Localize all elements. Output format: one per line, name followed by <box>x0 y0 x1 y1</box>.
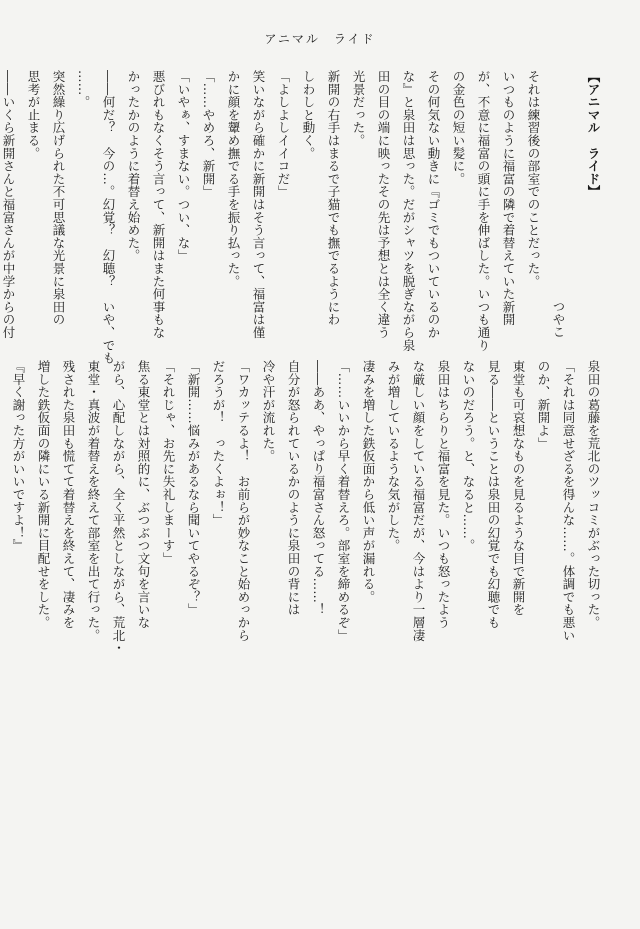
text-line: 「いやぁ、すまない。つい、な」 <box>176 70 191 262</box>
text-line: ……。 <box>76 70 91 109</box>
text-line: 光景だった。 <box>351 70 366 147</box>
text-line: その何気ない動きに『ゴミでもついているのか <box>426 70 441 339</box>
text-line: 焦る東堂とは対照的に、ぶつぶつ文句を言いな <box>136 360 151 629</box>
text-line: 増した鉄仮面の隣にいる新開に目配せをした。 <box>36 360 51 629</box>
story-title: 【アニマル ライド】 <box>586 70 601 198</box>
text-line: がら、心配しながら、全く平然としながら、荒北・ <box>111 360 126 655</box>
text-line: 思考が止まる。 <box>26 70 41 160</box>
text-line: 突然繰り広げられた不可思議な光景に泉田の <box>51 70 66 326</box>
text-line: 『早く謝った方がいいですよ！』 <box>11 360 26 552</box>
text-line: 冷や汗が流れた。 <box>261 360 276 463</box>
text-line: 泉田はちらりと福富を見た。いつも怒ったよう <box>436 360 451 629</box>
text-line: が、不意に福富の頭に手を伸ばした。いつも通り <box>476 70 491 352</box>
text-line: の金色の短い髪に。 <box>451 70 466 186</box>
text-line: 笑いながら確かに新開はそう言って、福富は僅 <box>251 70 266 339</box>
text-line: 残された泉田も慌てて着替えを終えて、凄みを <box>61 360 76 629</box>
text-line: ――何だ？ 今の…。幻覚？ 幻聴？ いや、でも <box>101 70 116 365</box>
author-name: つやこ <box>551 299 566 338</box>
text-line: ――ああ、やっぱり福富さん怒ってる……！ <box>311 360 326 616</box>
text-line: 「ワカッテるよ！ お前らが妙なこと始めっから <box>236 360 251 642</box>
text-line: のか、新開よ」 <box>536 360 551 450</box>
text-line: ――いくら新開さんと福富さんが中学からの付 <box>1 70 16 339</box>
text-line: 見る――ということは泉田の幻覚でも幻聴でも <box>486 360 501 629</box>
text-line: 「新開……悩みがあるなら聞いてやるぞ？」 <box>186 360 201 616</box>
text-line: しわしと動く。 <box>301 70 316 160</box>
text-line: だろうが！ ったくよぉ！」 <box>211 360 226 527</box>
text-line: 「それじゃ、お先に失礼しまーす」 <box>161 360 176 565</box>
text-line: かに顔を顰め撫でる手を振り払った。 <box>226 70 241 288</box>
upper-text-block <box>1 70 606 365</box>
text-line: な厳しい顔をしている福富だが、今はより一層凄 <box>411 360 426 642</box>
text-line: 新開の右手はまるで子猫でも撫でるようにわ <box>326 70 341 326</box>
text-line: 「……いいから早く着替えろ。部室を締めるぞ」 <box>336 360 351 642</box>
text-line: ないのだろう。と、なると……。 <box>461 360 476 552</box>
text-line: 「……やめろ、新開」 <box>201 70 216 198</box>
text-line: いつものように福富の隣で着替えていた新開 <box>501 70 516 326</box>
text-line: かったかのように着替え始めた。 <box>126 70 141 262</box>
lower-text-block <box>11 360 606 900</box>
text-line: 「それは同意せざるを得んな……。体調でも悪い <box>561 360 576 642</box>
text-line: 東堂・真波が着替えを終えて部室を出て行った。 <box>86 360 101 642</box>
text-line: 東堂も可哀想なものを見るような目で新開を <box>511 360 526 616</box>
text-line: みが増しているような気がした。 <box>386 360 401 552</box>
text-line: 自分が怒られているかのように泉田の背には <box>286 360 301 616</box>
text-line <box>0 360 6 900</box>
text-line: 「よしよしイイコだ」 <box>276 70 291 198</box>
text-line: 田の目の端に映ったその先は予想とは全く違う <box>376 70 391 339</box>
text-line: 凄みを増した鉄仮面から低い声が漏れる。 <box>361 360 376 604</box>
text-line: 泉田の葛藤を荒北のツッコミがぶった切った。 <box>586 360 601 629</box>
running-header: アニマル ライド <box>264 32 376 46</box>
text-line: な』と泉田は思った。だがシャツを脱ぎながら泉 <box>401 70 416 352</box>
text-line: それは練習後の部室でのことだった。 <box>526 70 541 288</box>
text-line: 悪びれもなくそう言って、新開はまた何事もな <box>151 70 166 339</box>
